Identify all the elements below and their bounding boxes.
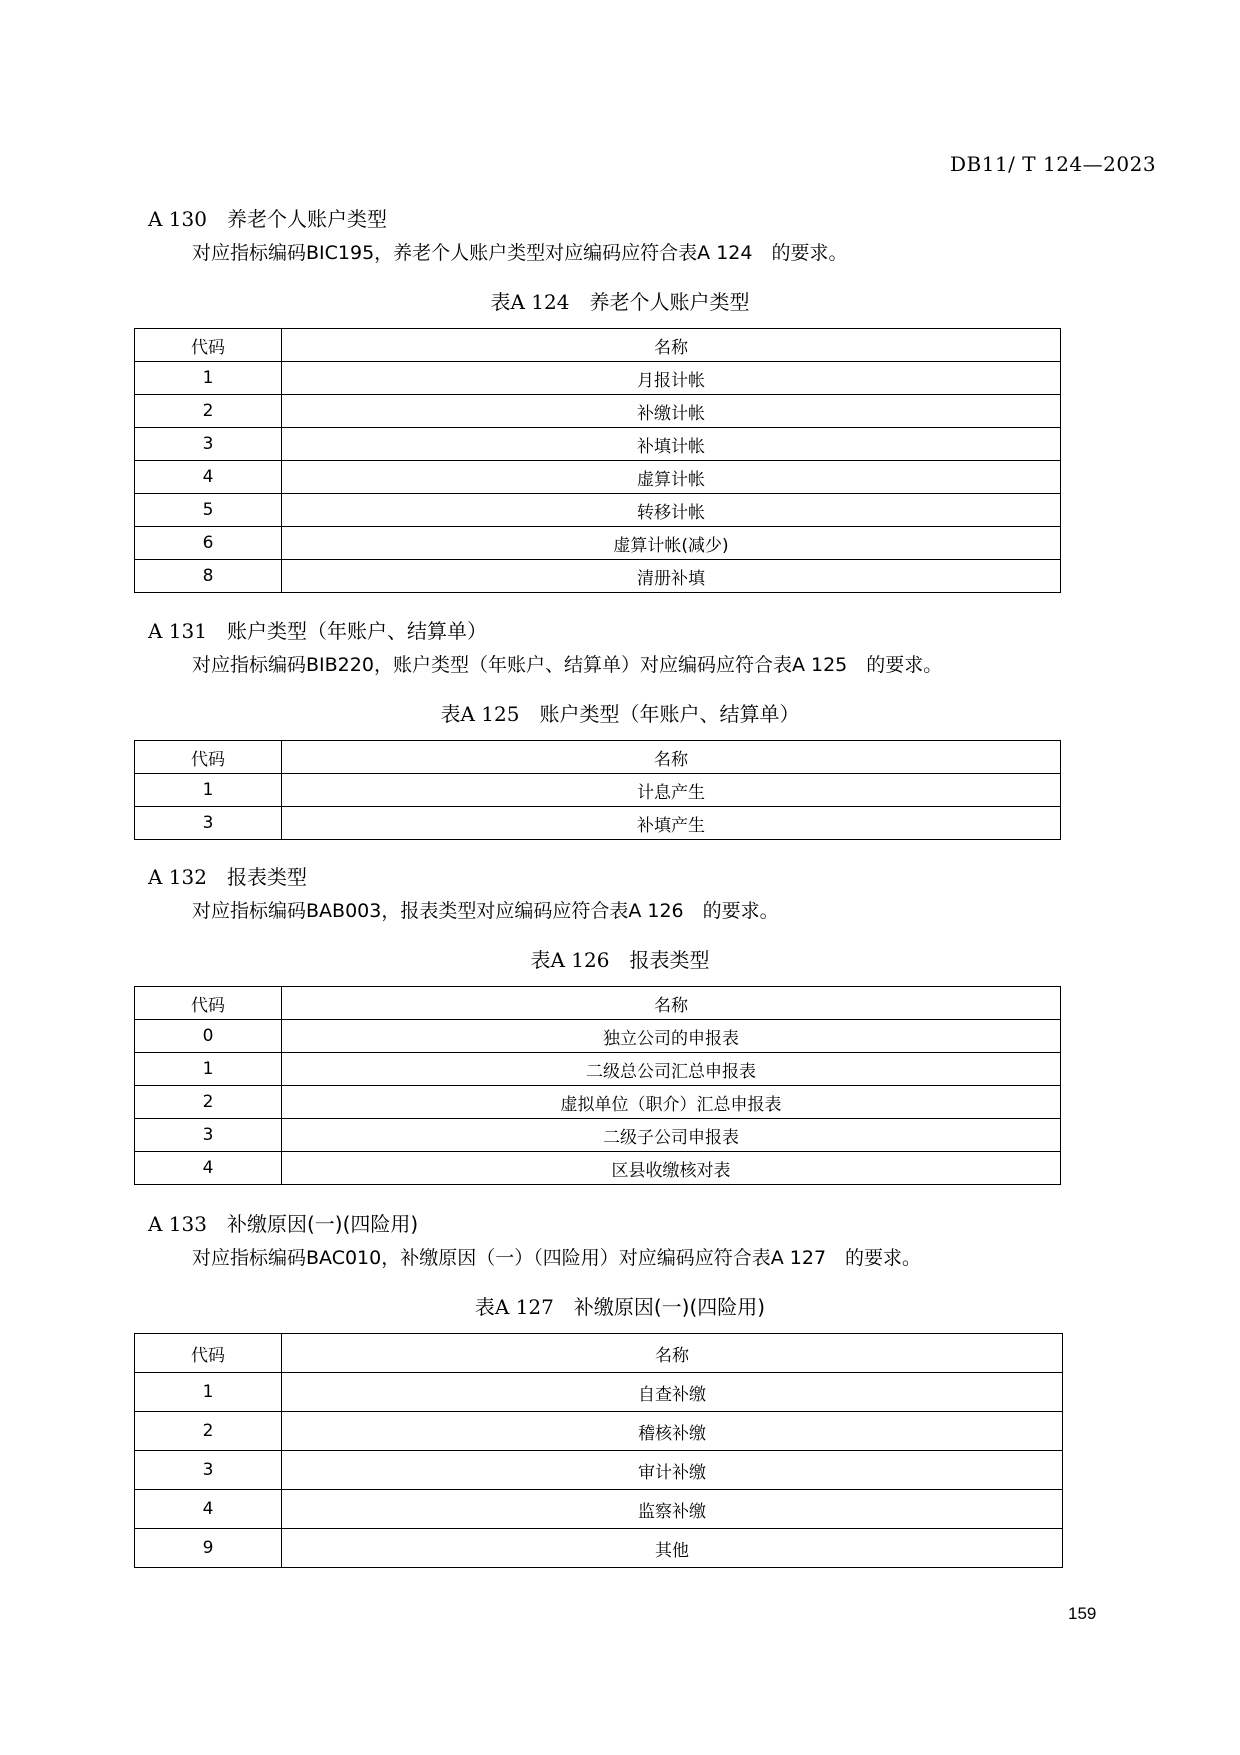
section-paragraph-a132: 对应指标编码BAB003，报表类型对应编码应符合表A 126 的要求。 [192, 900, 779, 922]
cell-name: 其他 [282, 1529, 1063, 1568]
cell-code: 1 [135, 774, 282, 807]
cell-code: 8 [135, 560, 282, 593]
code-table-a124 [134, 328, 1061, 593]
cell-code: 2 [135, 1086, 282, 1119]
cell-code: 1 [135, 1053, 282, 1086]
section-title: 账户类型（年账户、结算单） [226, 619, 487, 643]
section-paragraph-a131: 对应指标编码BIB220，账户类型（年账户、结算单）对应编码应符合表A 125 的要求。 [192, 654, 943, 676]
table-row [135, 560, 1061, 593]
section-heading-a133 [148, 1208, 418, 1237]
cell-name: 虚算计帐 [282, 461, 1061, 494]
table-caption-a127 [0, 1291, 1240, 1320]
cell-name: 监察补缴 [282, 1490, 1063, 1529]
cell-code: 1 [135, 362, 282, 395]
cell-code: 0 [135, 1020, 282, 1053]
table-row [135, 774, 1061, 807]
cell-code: 3 [135, 1451, 282, 1490]
section-title: 养老个人账户类型 [226, 207, 387, 231]
cell-code: 3 [135, 1119, 282, 1152]
cell-name: 区县收缴核对表 [282, 1152, 1061, 1185]
cell-name: 独立公司的申报表 [282, 1020, 1061, 1053]
cell-name: 清册补填 [282, 560, 1061, 593]
table-row [135, 1119, 1061, 1152]
cell-code: 4 [135, 1490, 282, 1529]
code-table-a126 [134, 986, 1061, 1185]
caption-number: 表A 124 [490, 290, 570, 314]
header-code: 代码 [135, 329, 282, 362]
caption-number: 表A 126 [530, 948, 610, 972]
table-row [135, 461, 1061, 494]
table-row [135, 362, 1061, 395]
section-number: A 133 [148, 1212, 207, 1236]
cell-code: 5 [135, 494, 282, 527]
cell-name: 自查补缴 [282, 1373, 1063, 1412]
table-row [135, 1053, 1061, 1086]
table-row [135, 494, 1061, 527]
cell-name: 审计补缴 [282, 1451, 1063, 1490]
caption-title: 账户类型（年账户、结算单） [539, 702, 800, 726]
table-row [135, 1152, 1061, 1185]
cell-name: 补填计帐 [282, 428, 1061, 461]
table-row [135, 395, 1061, 428]
cell-code: 1 [135, 1373, 282, 1412]
section-number: A 132 [148, 865, 207, 889]
cell-name: 虚算计帐(减少) [282, 527, 1061, 560]
header-code: 代码 [135, 1334, 282, 1373]
cell-code: 3 [135, 807, 282, 840]
caption-number: 表A 125 [440, 702, 520, 726]
cell-name: 虚拟单位（职介）汇总申报表 [282, 1086, 1061, 1119]
cell-code: 3 [135, 428, 282, 461]
table-header-row [135, 329, 1061, 362]
caption-title: 报表类型 [629, 948, 710, 972]
header-name: 名称 [282, 329, 1061, 362]
page-number: 159 [1068, 1604, 1097, 1623]
code-table-a127 [134, 1333, 1063, 1568]
cell-code: 6 [135, 527, 282, 560]
section-title: 报表类型 [226, 865, 307, 889]
section-heading-a130 [148, 203, 387, 232]
table-header-row [135, 1334, 1063, 1373]
table-row [135, 807, 1061, 840]
caption-number: 表A 127 [474, 1295, 554, 1319]
cell-name: 转移计帐 [282, 494, 1061, 527]
cell-name: 二级总公司汇总申报表 [282, 1053, 1061, 1086]
cell-code: 9 [135, 1529, 282, 1568]
table-row [135, 428, 1061, 461]
header-code: 代码 [135, 987, 282, 1020]
table-caption-a125 [0, 698, 1240, 727]
caption-title: 补缴原因(一)(四险用) [573, 1295, 766, 1319]
header-name: 名称 [282, 741, 1061, 774]
section-paragraph-a133: 对应指标编码BAC010，补缴原因（一）（四险用）对应编码应符合表A 127 的要求。 [192, 1247, 922, 1269]
section-heading-a131 [148, 615, 487, 644]
table-row [135, 1412, 1063, 1451]
table-row [135, 1451, 1063, 1490]
table-header-row [135, 987, 1061, 1020]
table-row [135, 1020, 1061, 1053]
header-name: 名称 [282, 987, 1061, 1020]
table-row [135, 1373, 1063, 1412]
table-header-row [135, 741, 1061, 774]
cell-name: 补缴计帐 [282, 395, 1061, 428]
table-caption-a126 [0, 944, 1240, 973]
table-row [135, 527, 1061, 560]
section-title: 补缴原因(一)(四险用) [226, 1212, 419, 1236]
cell-name: 补填产生 [282, 807, 1061, 840]
cell-code: 4 [135, 1152, 282, 1185]
section-heading-a132 [148, 861, 307, 890]
cell-name: 稽核补缴 [282, 1412, 1063, 1451]
header-code: 代码 [135, 741, 282, 774]
cell-code: 2 [135, 395, 282, 428]
cell-code: 4 [135, 461, 282, 494]
cell-code: 2 [135, 1412, 282, 1451]
cell-name: 二级子公司申报表 [282, 1119, 1061, 1152]
table-row [135, 1490, 1063, 1529]
table-caption-a124 [0, 286, 1240, 315]
cell-name: 计息产生 [282, 774, 1061, 807]
header-name: 名称 [282, 1334, 1063, 1373]
cell-name: 月报计帐 [282, 362, 1061, 395]
document-code: DB11/ T 124—2023 [950, 152, 1157, 176]
section-number: A 131 [148, 619, 207, 643]
table-row [135, 1086, 1061, 1119]
code-table-a125 [134, 740, 1061, 840]
caption-title: 养老个人账户类型 [589, 290, 750, 314]
table-row [135, 1529, 1063, 1568]
section-number: A 130 [148, 207, 207, 231]
section-paragraph-a130: 对应指标编码BIC195，养老个人账户类型对应编码应符合表A 124 的要求。 [192, 242, 848, 264]
